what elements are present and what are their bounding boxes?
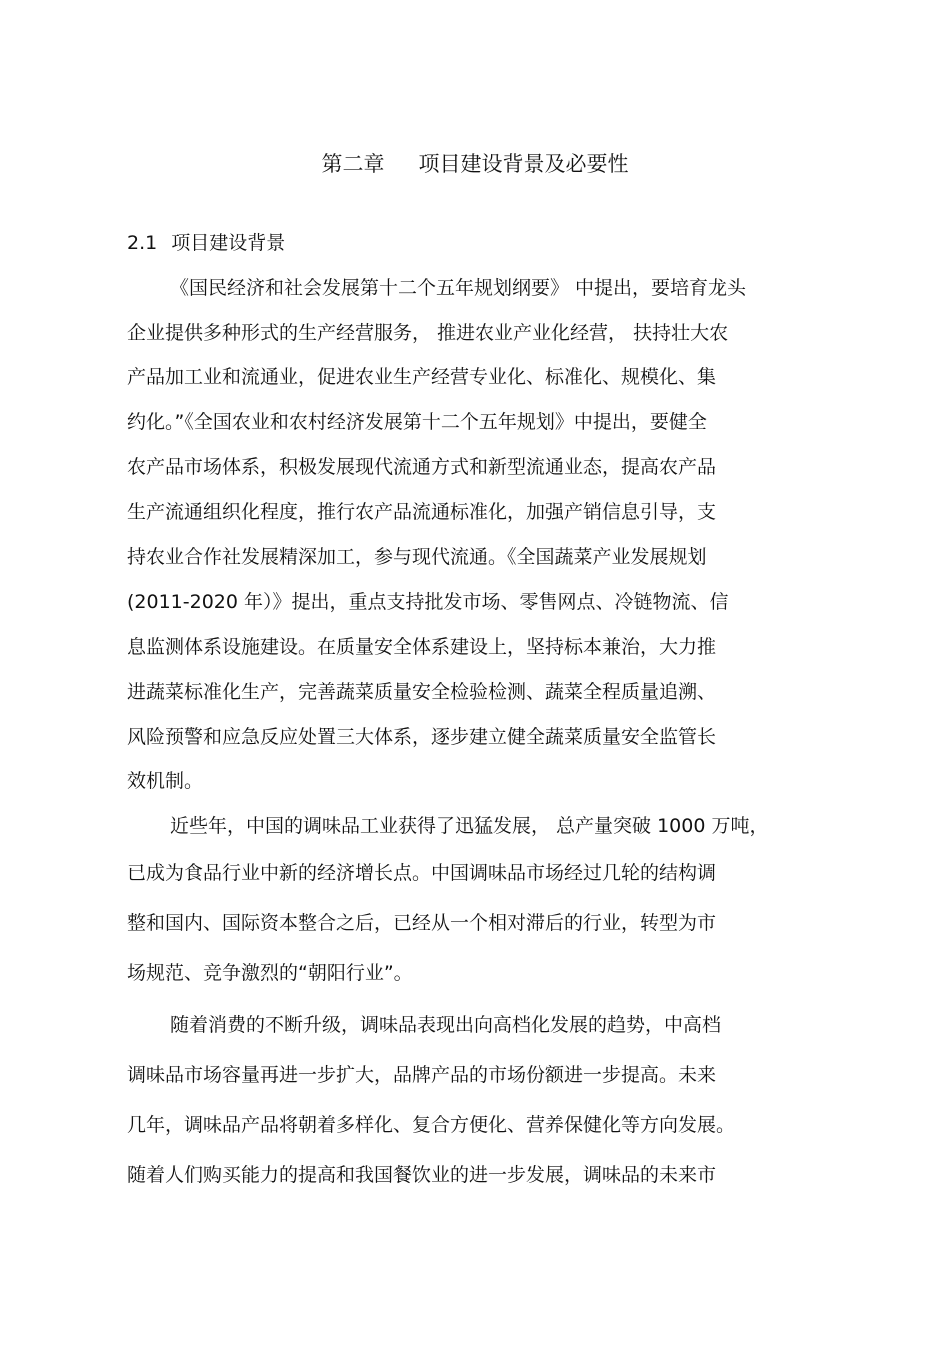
paragraph-line: 风险预警和应急反应处置三大体系，逐步建立健全蔬菜质量安全监管长 — [127, 726, 717, 748]
chapter-heading: 项目建设背景及必要性 — [418, 152, 629, 176]
paragraph-line: 息监测体系设施建设。在质量安全体系建设上，坚持标本兼治，大力推 — [127, 636, 717, 658]
chapter-number: 第二章 — [321, 152, 385, 176]
paragraph-line: 产品加工业和流通业，促进农业生产经营专业化、标准化、规模化、集 — [127, 366, 717, 388]
paragraph-line: 场规范、竞争激烈的“朝阳行业”。 — [127, 962, 413, 984]
section-heading: 项目建设背景 — [171, 232, 286, 254]
paragraph-line: 效机制。 — [127, 770, 204, 792]
paragraph-line: 进蔬菜标准化生产，完善蔬菜质量安全检验检测、蔬菜全程质量追溯、 — [127, 681, 717, 703]
section-number: 2.1 — [127, 232, 158, 254]
paragraph-line: 已成为食品行业中新的经济增长点。中国调味品市场经过几轮的结构调 — [127, 862, 717, 884]
paragraph-line: 《国民经济和社会发展第十二个五年规划纲要》 中提出，要培育龙头 — [170, 277, 747, 299]
paragraph-line: 持农业合作社发展精深加工，参与现代流通。《全国蔬菜产业发展规划 — [127, 546, 707, 568]
paragraph-line: 随着人们购买能力的提高和我国餐饮业的进一步发展，调味品的未来市 — [127, 1164, 717, 1186]
paragraph-line: 农产品市场体系，积极发展现代流通方式和新型流通业态，提高农产品 — [127, 456, 717, 478]
chapter-title — [0, 148, 950, 180]
paragraph-line: (2011-2020 年）》提出，重点支持批发市场、零售网点、冷链物流、信 — [127, 591, 729, 613]
paragraph-line: 整和国内、国际资本整合之后，已经从一个相对滞后的行业，转型为市 — [127, 912, 717, 934]
paragraph-line: 近些年，中国的调味品工业获得了迅猛发展， 总产量突破 1000 万吨， — [170, 815, 769, 837]
paragraph-line: 约化。”《全国农业和农村经济发展第十二个五年规划》中提出，要健全 — [127, 411, 707, 433]
section-title — [127, 228, 285, 258]
paragraph-line: 随着消费的不断升级，调味品表现出向高档化发展的趋势，中高档 — [170, 1014, 722, 1036]
paragraph-line: 几年，调味品产品将朝着多样化、复合方便化、营养保健化等方向发展。 — [127, 1114, 736, 1136]
paragraph-line: 调味品市场容量再进一步扩大，品牌产品的市场份额进一步提高。未来 — [127, 1064, 717, 1086]
paragraph-line: 企业提供多种形式的生产经营服务， 推进农业产业化经营， 扶持壮大农 — [127, 322, 729, 344]
paragraph-line: 生产流通组织化程度，推行农产品流通标准化，加强产销信息引导，支 — [127, 501, 717, 523]
